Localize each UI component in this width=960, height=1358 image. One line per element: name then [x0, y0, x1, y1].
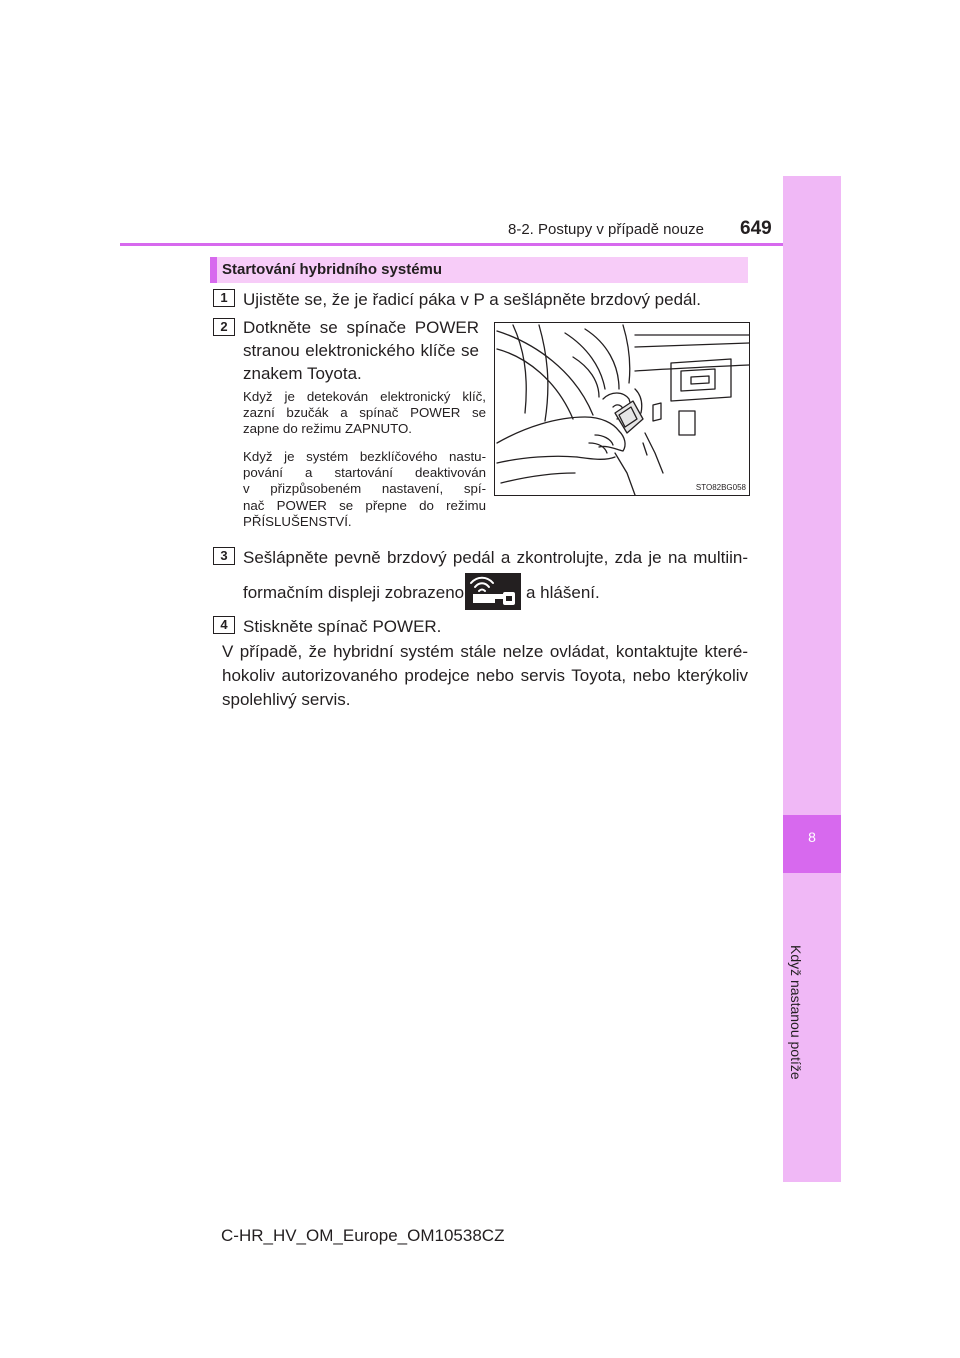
key-wave-icon: [465, 573, 521, 610]
step-1-marker: 1: [213, 289, 235, 307]
note-line: v přizpůsobeném nastavení, spí-: [243, 481, 486, 497]
note-paragraph-line: spolehlivý servis.: [222, 690, 351, 709]
step-2-line: stranou elektronického klíče se: [243, 341, 479, 360]
step-3-line-2-after: a hlášení.: [526, 583, 600, 602]
note-line: zapne do režimu ZAPNUTO.: [243, 421, 412, 437]
dashboard-key-drawing: [495, 323, 749, 495]
chapter-number: 8: [808, 829, 816, 845]
step-3-marker: 3: [213, 547, 235, 565]
note-paragraph-line: hokoliv autorizovaného prodejce nebo servis Toyota, nebo kterýkoliv: [222, 666, 748, 685]
illustration-code: STO82BG058: [695, 483, 746, 492]
step-3-line-2-before: formačním displeji zobrazeno: [243, 583, 465, 602]
key-indicator-icon: [465, 573, 521, 610]
document-footer-code: C-HR_HV_OM_Europe_OM10538CZ: [221, 1226, 505, 1245]
step-4-text: Stiskněte spínač POWER.: [243, 617, 442, 636]
step-2-line: Dotkněte se spínače POWER: [243, 318, 479, 337]
step-2-line: znakem Toyota.: [243, 364, 362, 383]
note-line: Když je systém bezklíčového nastu-: [243, 449, 486, 464]
power-switch-illustration: [494, 322, 750, 496]
note-line: nač POWER se přepne do režimu: [243, 497, 486, 513]
note-line: pování a startování deaktivován: [243, 465, 486, 481]
note-line: Když je detekován elektronický klíč,: [243, 389, 486, 404]
step-2-note-2: [243, 449, 486, 530]
note-paragraph-line: V případě, že hybridní systém stále nelze ovládat, kontaktujte které-: [222, 642, 748, 661]
note-line: zazní bzučák a spínač POWER se: [243, 405, 486, 421]
chapter-title: Když nastanou potíže: [788, 945, 804, 1080]
step-3-line-1: Sešlápněte pevně brzdový pedál a zkontrolujte, zda je na multiin-: [243, 548, 748, 567]
header-rule: [120, 243, 783, 246]
step-2-note-1: [243, 389, 486, 438]
step-2-marker: 2: [213, 318, 235, 336]
page-number: 649: [740, 218, 772, 239]
step-1-text: Ujistěte se, že je řadicí páka v P a sešlápněte brzdový pedál.: [243, 290, 701, 309]
section-title: Startování hybridního systému: [222, 261, 443, 278]
note-paragraph: [222, 640, 748, 712]
header-section-title: 8-2. Postupy v případě nouze: [508, 221, 704, 238]
step-4-marker: 4: [213, 616, 235, 634]
note-line: PŘÍSLUŠENSTVÍ.: [243, 513, 352, 529]
step-2-text: [243, 316, 479, 385]
